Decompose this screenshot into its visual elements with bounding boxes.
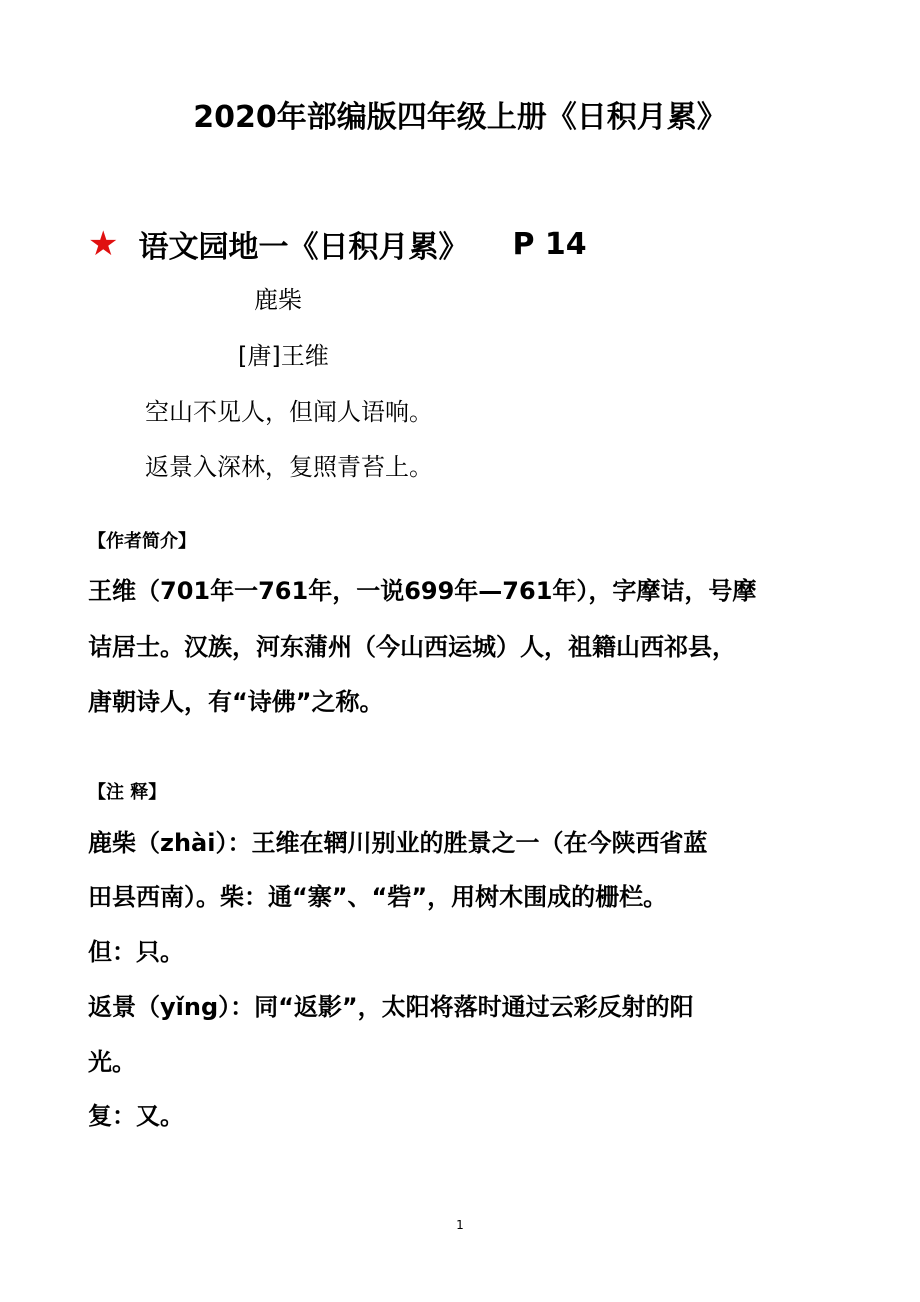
notes-heading: 【注 释】 xyxy=(88,782,167,803)
note-line: 田县西南）。柴：通“寨”、“砦”，用树木围成的栅栏。 xyxy=(88,883,668,911)
note-line: 返景（yǐng）：同“返影”，太阳将落时通过云彩反射的阳 xyxy=(88,993,694,1021)
poem-author: [唐]王维 xyxy=(238,342,329,370)
poem-line: 返景入深林，复照青苔上。 xyxy=(145,453,433,481)
note-line: 鹿柴（zhài）：王维在辋川别业的胜景之一（在今陕西省蓝 xyxy=(88,829,708,857)
section-header xyxy=(88,222,587,266)
page-number: 1 xyxy=(456,1218,464,1232)
author-intro-line: 王维（701年一761年，一说699年—761年），字摩诘，号摩 xyxy=(88,577,757,605)
document-title: 2020年部编版四年级上册《日积月累》 xyxy=(193,100,727,135)
section-title: 语文园地一《日积月累》 xyxy=(138,230,469,265)
author-intro-line: 唐朝诗人，有“诗佛”之称。 xyxy=(88,688,384,716)
author-intro-line: 诘居士。汉族，河东蒲州（今山西运城）人，祖籍山西祁县， xyxy=(88,633,736,661)
page-reference: P 14 xyxy=(512,226,587,262)
note-line: 光。 xyxy=(88,1048,136,1076)
star-icon: ★ xyxy=(88,224,119,264)
poem-line: 空山不见人，但闻人语响。 xyxy=(145,398,433,426)
note-line: 但：只。 xyxy=(88,938,184,966)
poem-title: 鹿柴 xyxy=(254,286,302,314)
author-intro-heading: 【作者简介】 xyxy=(88,531,196,552)
note-line: 复：又。 xyxy=(88,1102,184,1130)
